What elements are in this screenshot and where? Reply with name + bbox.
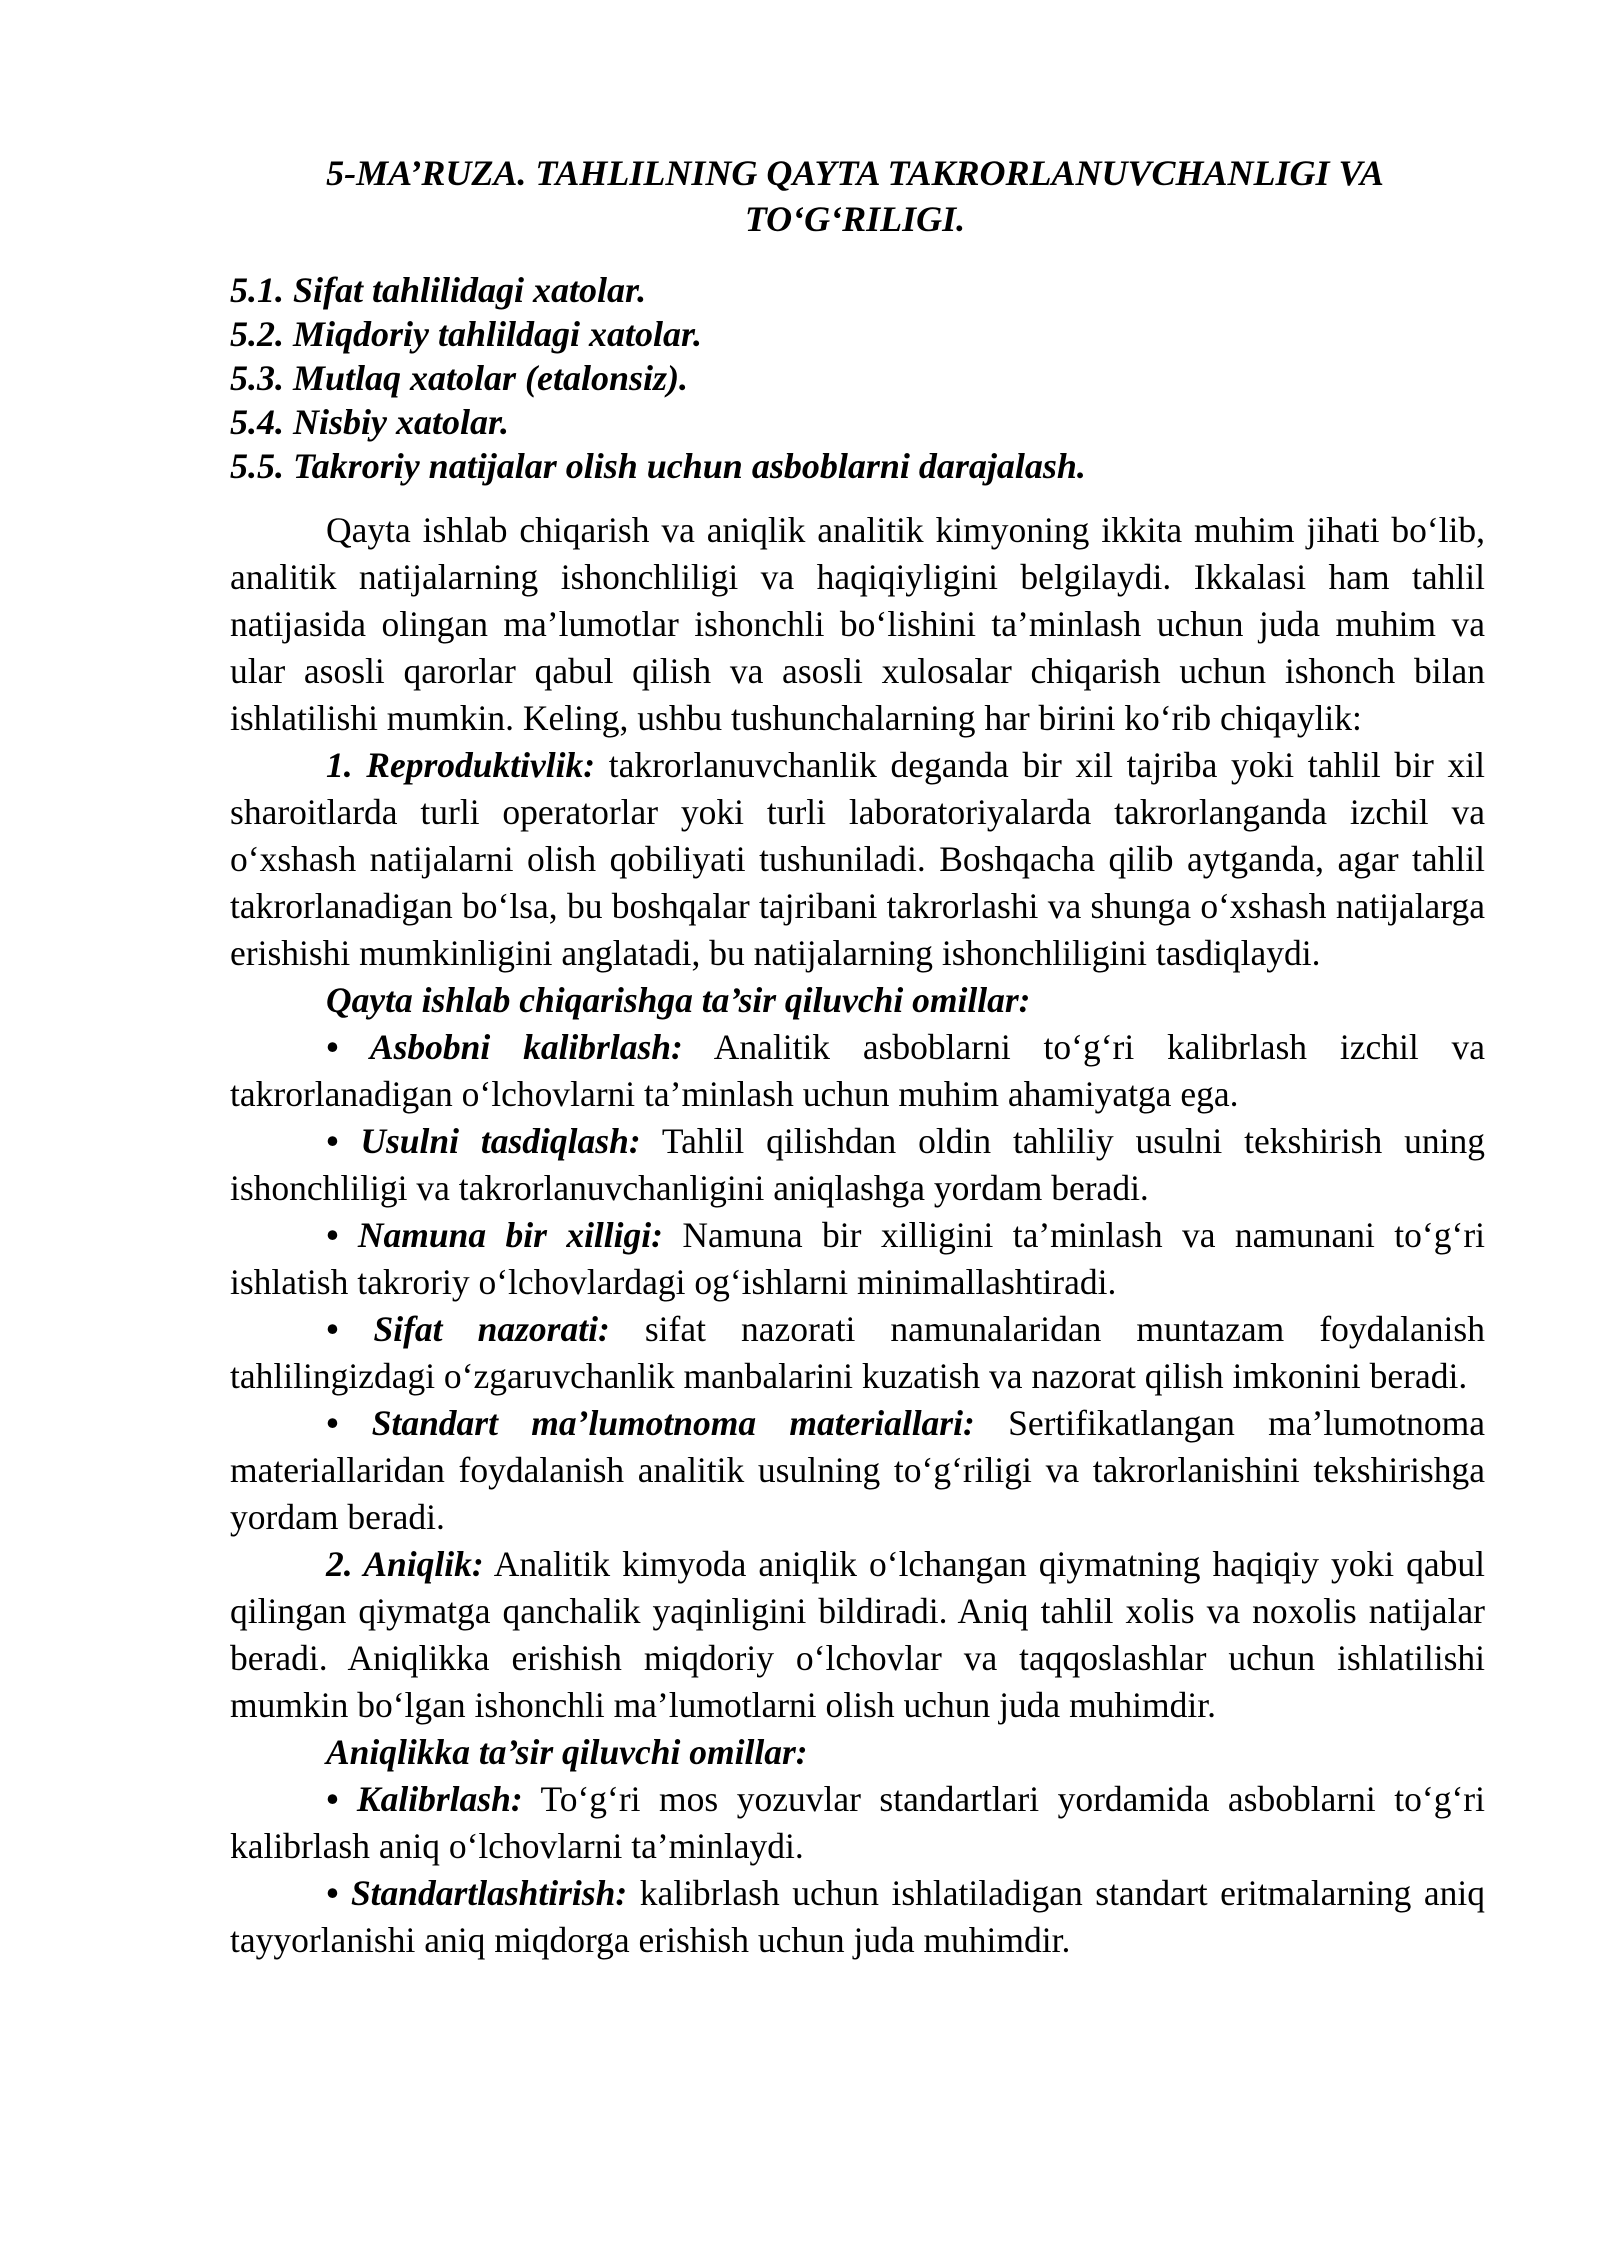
bullet-term: • Standart ma’lumotnoma materiallari: [326,1403,975,1443]
bullet-term: • Usulni tasdiqlash: [326,1121,641,1161]
bullet-paragraph: • Kalibrlash: To‘g‘ri mos yozuvlar standartlari yordamida asboblarni to‘g‘ri kalibrlash aniq o‘lchovlarni ta’minlaydi. [230,1779,1485,1866]
body-text [230,507,1485,1964]
bullet-term: • Sifat nazorati: [326,1309,610,1349]
bullet-paragraph: • Standartlashtirish: kalibrlash uchun ishlatiladigan standart eritmalarning aniq tayyorlanishi aniq miqdorga erishish uchun juda muhimdir. [230,1873,1486,1960]
reproducibility-paragraph: 1. Reproduktivlik: takrorlanuvchanlik deganda bir xil tajriba yoki tahlil bir xil sharoitlarda turli operatorlar yoki turli laboratoriyalarda takrorlanganda izchil va o‘xshash natijalarni olish qobiliyati tushuniladi. Boshqacha qilib aytganda, agar tahlil takrorlanadigan bo‘lsa, bu boshqalar tajribani takrorlashi va shunga o‘xshash natijalarga erishishi mumkinligini anglatadi, bu natijalarning ishonchliligini tasdiqlaydi. [230,745,1485,973]
accuracy-paragraph: 2. Aniqlik: Analitik kimyoda aniqlik o‘lchangan qiymatning haqiqiy yoki qabul qilingan qiymatga qanchalik yaqinligini bildiradi. Aniq tahlil xolis va noxolis natijalar beradi. Aniqlikka erishish miqdoriy o‘lchovlar va taqqoslashlar uchun ishlatilishi mumkin bo‘lgan ishonchli ma’lumotlarni olish uchun juda muhimdir. [230,1544,1485,1725]
accuracy-factors-heading: Aniqlikka ta’sir qiluvchi omillar: [326,1732,808,1772]
reproducibility-term: 1. Reproduktivlik: [326,745,596,785]
accuracy-term: 2. Aniqlik: [326,1544,484,1584]
bullet-paragraph: • Usulni tasdiqlash: Tahlil qilishdan oldin tahliliy usulni tekshirish uning ishonchliligi va takrorlanuvchanligini aniqlashga yordam beradi. [230,1121,1485,1208]
intro-paragraph: Qayta ishlab chiqarish va aniqlik analitik kimyoning ikkita muhim jihati bo‘lib, analitik natijalarning ishonchliligi va haqiqiyligini belgilaydi. Ikkalasi ham tahlil natijasida olingan ma’lumotlar ishonchli bo‘lishini ta’minlash uchun juda muhim va ular asosli qarorlar qabul qilish va asosli xulosalar chiqarish uchun ishonch bilan ishlatilishi mumkin. Keling, ushbu tushunchalarning har birini ko‘rib chiqaylik: [230,510,1485,738]
section-item: 5.4. Nisbiy xatolar. [230,402,510,442]
reproducibility-factors-heading: Qayta ishlab chiqarishga ta’sir qiluvchi omillar: [326,980,1031,1020]
section-item: 5.2. Miqdoriy tahlildagi xatolar. [230,314,703,354]
bullet-paragraph: • Namuna bir xilligi: Namuna bir xilligini ta’minlash va namunani to‘g‘ri ishlatish takroriy o‘lchovlardagi og‘ishlarni minimallashtiradi. [230,1215,1486,1302]
title-line-1: 5-MA’RUZA. TAHLILNING QAYTA TAKRORLANUVCHANLIGI VA [326,153,1384,193]
bullet-term: • Namuna bir xilligi: [326,1215,663,1255]
section-item: 5.5. Takroriy natijalar olish uchun asboblarni darajalash. [230,446,1086,486]
page-title [230,150,1480,242]
bullet-paragraph: • Sifat nazorati: sifat nazorati namunalaridan muntazam foydalanish tahlilingizdagi o‘zgaruvchanlik manbalarini kuzatish va nazorat qilish imkonini beradi. [230,1309,1485,1396]
section-item: 5.3. Mutlaq xatolar (etalonsiz). [230,358,689,398]
section-list [230,268,1480,488]
bullet-paragraph: • Asbobni kalibrlash: Analitik asboblarni to‘g‘ri kalibrlash izchil va takrorlanadigan o‘lchovlarni ta’minlash uchun muhim ahamiyatga ega. [230,1027,1485,1114]
section-item: 5.1. Sifat tahlilidagi xatolar. [230,270,647,310]
bullet-term: • Asbobni kalibrlash: [326,1027,683,1067]
bullet-term: • Kalibrlash: [326,1779,523,1819]
title-line-2: TO‘G‘RILIGI. [744,199,966,239]
bullet-term: • Standartlashtirish: [326,1873,628,1913]
bullet-paragraph: • Standart ma’lumotnoma materiallari: Sertifikatlangan ma’lumotnoma materiallaridan foydalanish analitik usulning to‘g‘riligi va takrorlanishini tekshirishga yordam beradi. [230,1403,1485,1537]
